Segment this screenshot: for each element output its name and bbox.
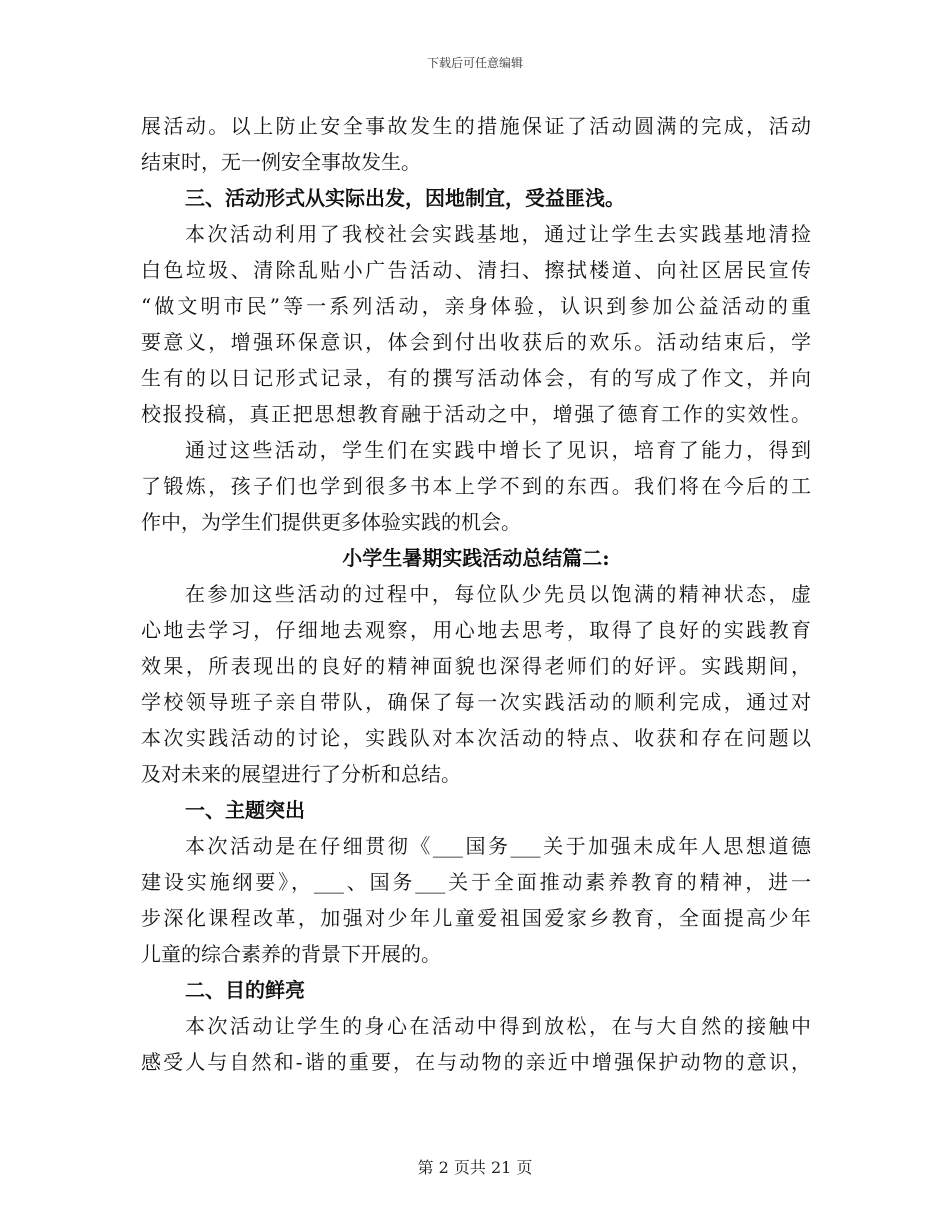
paragraph-line: 心地去学习，仔细地去观察，用心地去思考，取得了良好的实践教育 — [141, 618, 811, 642]
paragraph-line: 步深化课程改革，加强对少年儿童爱祖国爱家乡教育，全面提高少年 — [141, 906, 811, 930]
paragraph-line: 作中，为学生们提供更多体验实践的机会。 — [141, 510, 521, 534]
paragraph-line: 要意义，增强环保意识，体会到付出收获后的欢乐。活动结束后，学 — [141, 330, 811, 354]
section-heading: 二、目的鲜亮 — [185, 978, 305, 1002]
section-heading: 三、活动形式从实际出发，因地制宜，受益匪浅。 — [185, 186, 625, 210]
section-title: 小学生暑期实践活动总结篇二: — [342, 546, 610, 570]
paragraph-line: 本次活动让学生的身心在活动中得到放松，在与大自然的接触中 — [185, 1014, 811, 1038]
paragraph-line: 生有的以日记形式记录，有的撰写活动体会，有的写成了作文，并向 — [141, 366, 811, 390]
paragraph-line: 了锻炼，孩子们也学到很多书本上学不到的东西。我们将在今后的工 — [141, 474, 811, 498]
paragraph-line: 展活动。以上防止安全事故发生的措施保证了活动圆满的完成，活动 — [141, 114, 811, 138]
page-number: 第 2 页共 21 页 — [417, 1158, 533, 1177]
document-body — [141, 108, 811, 1080]
paragraph-line: 儿童的综合素养的背景下开展的。 — [141, 942, 441, 966]
paragraph-line: 结束时，无一例安全事故发生。 — [141, 150, 421, 174]
paragraph-line: 学校领导班子亲自带队，确保了每一次实践活动的顺利完成，通过对 — [141, 690, 811, 714]
paragraph-line: 本次实践活动的讨论，实践队对本次活动的特点、收获和存在问题以 — [141, 726, 811, 750]
page-header: 下载后可任意编辑 — [426, 56, 523, 70]
paragraph-line: 及对未来的展望进行了分析和总结。 — [141, 762, 461, 786]
paragraph-line: 白色垃圾、清除乱贴小广告活动、清扫、擦拭楼道、向社区居民宣传 — [141, 258, 811, 282]
paragraph-line: 校报投稿，真正把思想教育融于活动之中，增强了德育工作的实效性。 — [141, 402, 811, 426]
paragraph-line: 本次活动是在仔细贯彻《___国务___关于加强未成年人思想道德 — [185, 834, 811, 858]
paragraph-line: 在参加这些活动的过程中，每位队少先员以饱满的精神状态，虚 — [185, 582, 811, 606]
paragraph-line: “做文明市民”等一系列活动，亲身体验，认识到参加公益活动的重 — [141, 294, 811, 318]
paragraph-line: 感受人与自然和-谐的重要，在与动物的亲近中增强保护动物的意识， — [141, 1050, 811, 1074]
paragraph-line: 效果，所表现出的良好的精神面貌也深得老师们的好评。实践期间， — [141, 654, 811, 678]
paragraph-line: 建设实施纲要》，___、国务___关于全面推动素养教育的精神，进一 — [141, 870, 811, 894]
section-heading: 一、主题突出 — [185, 798, 305, 822]
paragraph-line: 本次活动利用了我校社会实践基地，通过让学生去实践基地清捡 — [185, 222, 811, 246]
paragraph-line: 通过这些活动，学生们在实践中增长了见识，培育了能力，得到 — [185, 438, 811, 462]
